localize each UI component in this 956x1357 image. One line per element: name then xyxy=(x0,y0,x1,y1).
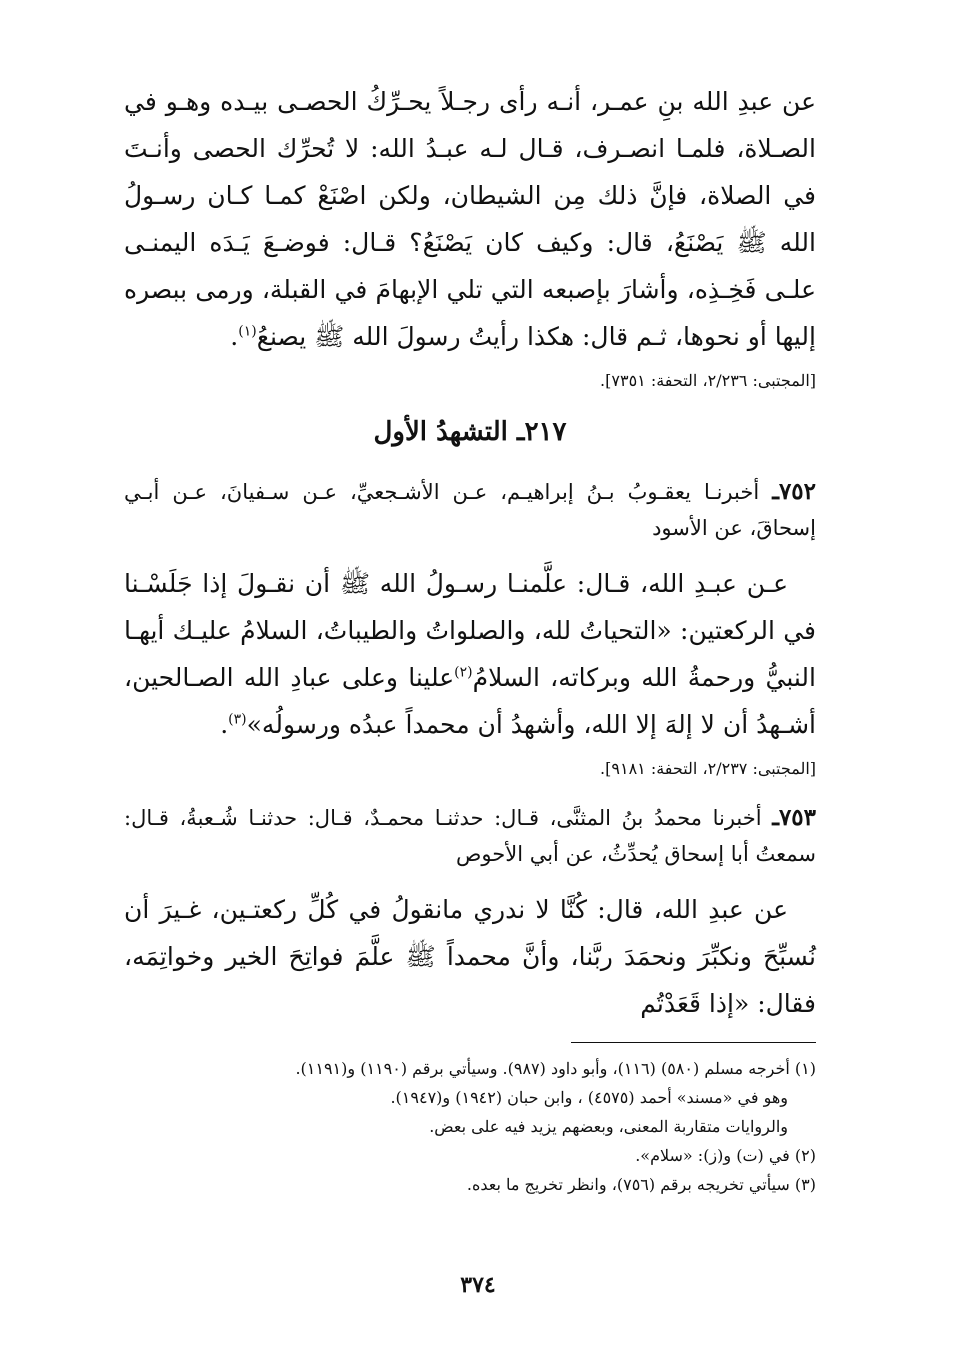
hadith-751-reference: [المجتبى: ٢/٢٣٦، التحفة: ٧٣٥١]. xyxy=(600,371,816,390)
footnote-marker-2[interactable]: (٢) xyxy=(454,664,473,681)
hadith-753-isnad xyxy=(124,800,816,872)
hadith-752-matn-part1: عـن عبـدِ الله، قـال: علَّمنـا رسـولُ الله ﷺ أن نقـولَ إذا جَلَسْـنا في الركعتين: «التحياتُ لله، والصلواتُ والطيباتُ، السلامُ عليـك أيهـا النبيُّ ورحمةُ الله وبركاته، السلامُ xyxy=(124,569,816,692)
hadith-753-isnad-text: أخبرنا محمدُ بنُ المثنَّى، قـال: حدثنـا محمـدٌ، قـال: حدثنـا شُـعبةُ، قـال: سمعتُ أبا إسحاق يُحدِّثُ، عن أبي الأحوص xyxy=(124,806,816,866)
footnote-separator xyxy=(571,1042,816,1043)
hadith-752-isnad xyxy=(124,474,816,546)
hadith-751-text: عن عبدِ الله بنِ عمـر، أنـه رأى رجـلاً يحـرِّكُ الحصـى بيـده وهـو في الصـلاة، فلمـا انصـرف، قـال لـه عبـدُ الله: لا تُحرِّك الحصى وأنـتَ في الصلاة، فإنَّ ذلك مِن الشيطان، ولكن اصْنَعْ كمـا كـان رسـولُ الله ﷺ يَصْنَعُ، قال: وكيف كان يَصْنَعُ؟ قـال: فوضـعَ يَـدَه اليمنـى علـى فَخِـذِه، وأشارَ بإصبعه التي تلي الإبهامَ في القبلة، ورمى ببصره إليها أو نحوها، ثـم قال: هكذا رأيتُ رسولَ الله ﷺ يصنعُ xyxy=(124,87,817,351)
footnote-1-line-2: وهو في «مسند» أحمد (٤٥٧٥) ، وابن حبان (١٩٤٢) و(١٩٤٧). xyxy=(390,1088,788,1107)
hadith-753-matn: عن عبدِ الله، قال: كُنَّا لا ندري مانقولُ في كُلِّ ركعتـين، غـيرَ أن نُسبِّحَ ونكبِّرَ ونحمَدَ ربَّنا، وأنَّ محمداً ﷺ علَّمَ فواتِحَ الخير وخواتِمَه، فقال: «إذا قَعَدْتُم xyxy=(124,895,816,1018)
chapter-title: ٢١٧ـ التشهدُ الأول xyxy=(373,417,567,447)
footnote-marker-3[interactable]: (٣) xyxy=(228,711,247,728)
footnotes xyxy=(150,1054,816,1199)
footnote-2: (٢) في (ت) و(ز): «سلام». xyxy=(635,1146,816,1165)
footnote-1-line-1: (١) أخرجه مسلم (٥٨٠) (١١٦)، وأبو داود (٩٨٧). وسيأتي برقم (١١٩٠) و(١١٩١). xyxy=(295,1059,816,1078)
hadith-752-number: ٧٥٢ـ xyxy=(772,478,816,505)
hadith-751-ending: . xyxy=(230,322,239,351)
hadith-751-matn xyxy=(124,78,816,360)
hadith-752-reference: [المجتبى: ٢/٢٣٧، التحفة: ٩١٨١]. xyxy=(600,759,816,778)
hadith-752-isnad-text: أخبرنـا يعقـوبُ بـنُ إبراهيـم، عـن الأشـجعيِّ، عـن سـفيانَ، عـن أبـي إسحاقَ، عن الأسود xyxy=(124,480,816,540)
footnote-marker-1[interactable]: (١) xyxy=(238,323,257,340)
hadith-753-number: ٧٥٣ـ xyxy=(772,804,816,831)
hadith-752-ending: . xyxy=(220,710,229,739)
page-number: ٣٧٤ xyxy=(460,1272,496,1298)
footnote-1-line-3: والروايات متقاربة المعنى، وبعضهم يزيد فيه على بعض. xyxy=(429,1117,788,1136)
hadith-752-matn xyxy=(124,560,816,748)
page-body xyxy=(124,78,816,1027)
footnote-3: (٣) سيأتي تخريجه برقم (٧٥٦)، وانظر تخريج ما بعده. xyxy=(466,1175,816,1194)
hadith-752-matn-part2: علينا وعلى عبادِ الله الصـالحين، أشـهدُ أن لا إلهَ إلا الله، وأشهدُ أن محمداً عبدُه ورسولُه» xyxy=(124,663,816,739)
